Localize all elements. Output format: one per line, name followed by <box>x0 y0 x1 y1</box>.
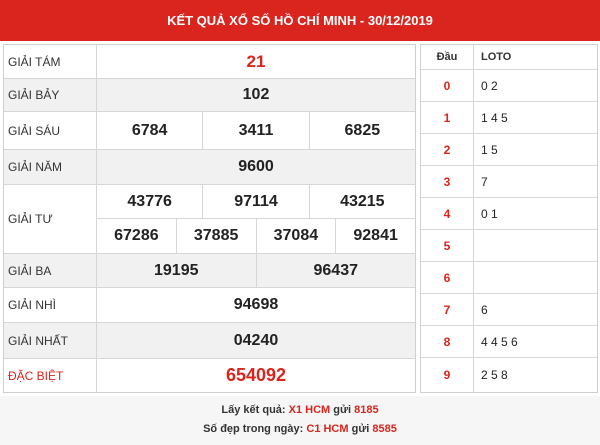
loto-values: 0 1 <box>481 206 498 221</box>
sms-code: X1 HCM <box>288 404 331 416</box>
prize-value: 92841 <box>335 219 415 253</box>
loto-values: 1 5 <box>481 142 498 157</box>
loto-values <box>474 262 597 293</box>
loto-head-digit: 9 <box>421 358 474 392</box>
prize-label: ĐẶC BIỆT <box>4 359 97 392</box>
prize-value: 6784 <box>131 121 168 139</box>
loto-values: 0 2 <box>481 78 498 93</box>
loto-values: 4 4 5 6 <box>481 334 518 349</box>
prize-value: 43776 <box>127 192 172 210</box>
loto-row <box>421 293 597 325</box>
footer-line-results <box>0 404 600 416</box>
footer-send-text: gửi <box>351 423 370 435</box>
prize-value: 94698 <box>233 296 279 313</box>
sms-code: C1 HCM <box>306 423 349 435</box>
prize-value: 97114 <box>202 185 308 218</box>
loto-head-digit: 6 <box>421 262 474 293</box>
loto-row <box>421 357 597 392</box>
special-prize-value: 654092 <box>225 365 287 385</box>
loto-head-digit: 1 <box>421 102 474 133</box>
sms-number: 8185 <box>354 404 379 416</box>
loto-head-digit: 0 <box>421 70 474 101</box>
prize-row-g3 <box>4 254 415 287</box>
loto-row <box>421 229 597 261</box>
prize-row-g4 <box>4 185 415 253</box>
loto-row <box>421 69 597 101</box>
footer-line-lucky <box>0 423 600 435</box>
prize-value: 6825 <box>309 112 415 149</box>
prize-label: GIẢI NHÌ <box>4 288 97 322</box>
footer-send-text: gửi <box>333 404 352 416</box>
prize-value: 67286 <box>114 227 159 244</box>
loto-values <box>474 230 597 261</box>
prize-value: 102 <box>242 86 270 103</box>
header-title: KẾT QUẢ XỔ SỐ HỒ CHÍ MINH - 30/12/2019 <box>167 13 433 28</box>
loto-header <box>421 45 597 69</box>
footer-prefix: Lấy kết quả: <box>221 404 286 416</box>
loto-label: LOTO <box>481 51 512 63</box>
prize-value: 19195 <box>154 261 199 279</box>
loto-head-digit: 4 <box>421 198 474 229</box>
prize-row-special <box>4 359 415 392</box>
prize-label: GIẢI TƯ <box>4 185 97 253</box>
prize-value: 04240 <box>233 331 279 349</box>
loto-values: 1 4 5 <box>481 110 508 125</box>
loto-row <box>421 325 597 357</box>
footer-prefix: Số đẹp trong ngày: <box>203 423 304 435</box>
prize-label: GIẢI NHẤT <box>4 323 97 358</box>
sms-footer <box>0 396 600 445</box>
results-header <box>0 0 600 41</box>
prize-table <box>3 44 416 393</box>
loto-head-digit: 3 <box>421 166 474 197</box>
prize-row-g2 <box>4 288 415 322</box>
prize-value: 37885 <box>176 219 256 253</box>
prize-row-g6 <box>4 112 415 149</box>
prize-row-g5 <box>4 150 415 184</box>
prize-label: GIẢI TÁM <box>4 45 97 78</box>
loto-table <box>420 44 598 393</box>
prize-row-g1 <box>4 323 415 358</box>
prize-label: GIẢI BA <box>4 254 97 287</box>
loto-row <box>421 197 597 229</box>
loto-row <box>421 101 597 133</box>
prize-value: 9600 <box>238 158 274 175</box>
prize-label: GIẢI NĂM <box>4 150 97 184</box>
prize-label: GIẢI BẢY <box>4 79 97 111</box>
prize-value: 43215 <box>309 185 415 218</box>
prize-value: 96437 <box>256 254 416 287</box>
prize-value: 21 <box>246 51 266 71</box>
loto-head-digit: 8 <box>421 326 474 357</box>
loto-values: 6 <box>481 302 488 317</box>
loto-head-digit: 7 <box>421 294 474 325</box>
loto-values: 7 <box>481 174 488 189</box>
prize-value: 37084 <box>256 219 336 253</box>
loto-head-digit: 5 <box>421 230 474 261</box>
loto-row <box>421 261 597 293</box>
sms-number: 8585 <box>372 423 397 435</box>
loto-head-digit: 2 <box>421 134 474 165</box>
prize-label: GIẢI SÁU <box>4 112 97 149</box>
loto-row <box>421 133 597 165</box>
prize-row-g7 <box>4 79 415 111</box>
loto-head-label: Đầu <box>421 45 474 69</box>
loto-row <box>421 165 597 197</box>
prize-value: 3411 <box>202 112 308 149</box>
prize-row-g8 <box>4 45 415 78</box>
loto-values: 2 5 8 <box>481 368 508 382</box>
